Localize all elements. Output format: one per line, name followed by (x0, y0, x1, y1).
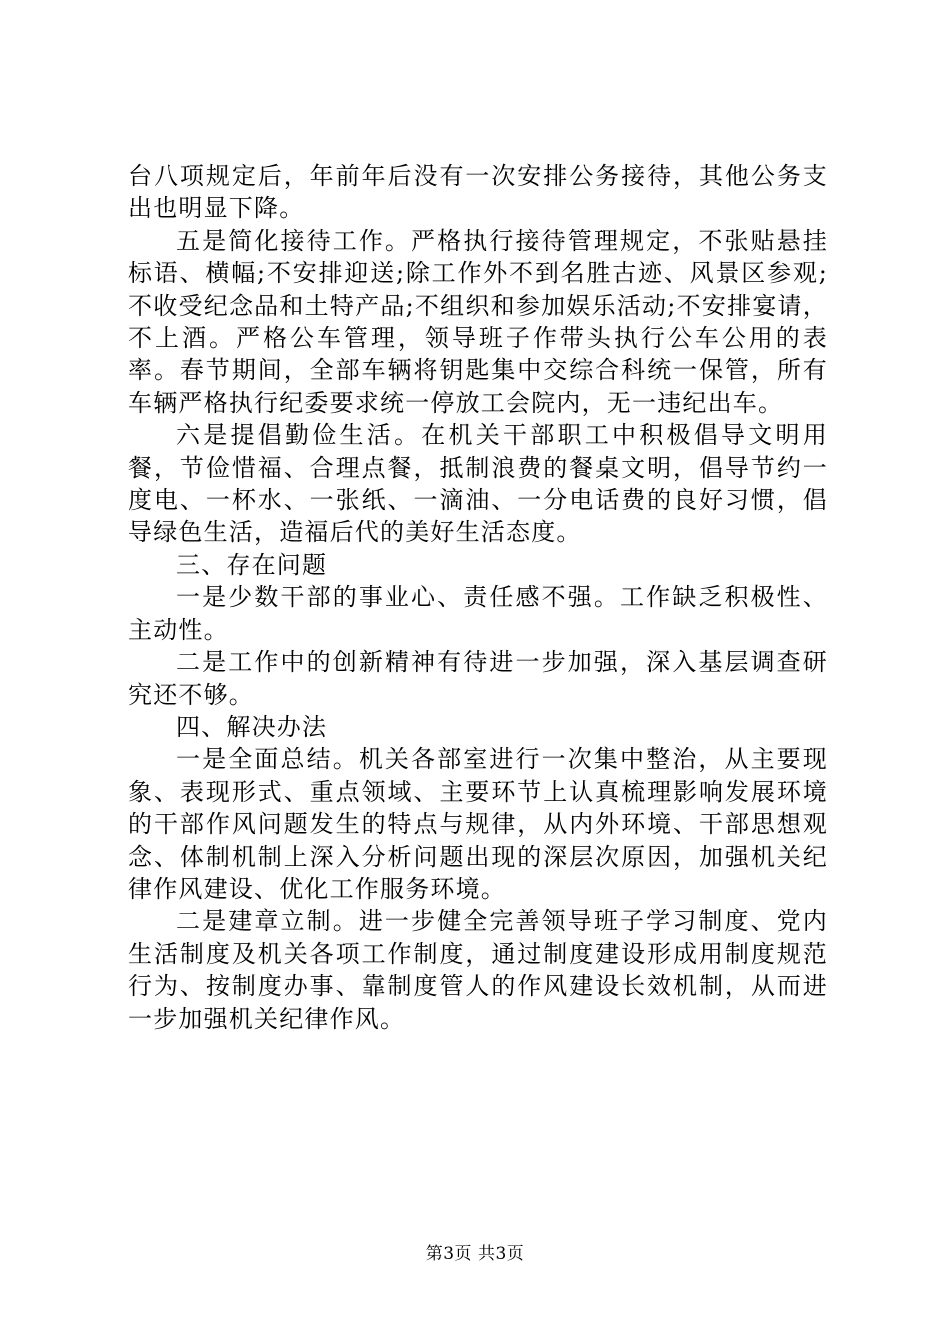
paragraph-problem-1: 一是少数干部的事业心、责任感不强。工作缺乏积极性、主动性。 (128, 583, 828, 644)
document-body (128, 160, 828, 1035)
page-footer (0, 1243, 950, 1265)
section-heading-solutions: 四、解决办法 (176, 712, 328, 741)
page-number-label: 第3页 共3页 (425, 1244, 525, 1264)
paragraph-solution-1: 一是全面总结。机关各部室进行一次集中整治，从主要现象、表现形式、重点领域、主要环节上认真梳理影响发展环境的干部作风问题发生的特点与规律，从内外环境、干部思想观念、体制机制上深入分析问题出现的深层次原因，加强机关纪律作风建设、优化工作服务环境。 (128, 745, 828, 903)
paragraph-item-5: 五是简化接待工作。严格执行接待管理规定，不张贴悬挂标语、横幅;不安排迎送;除工作外不到名胜古迹、风景区参观;不收受纪念品和土特产品;不组织和参加娱乐活动;不安排宴请，不上酒。严格公车管理，领导班子作带头执行公车公用的表率。春节期间，全部车辆将钥匙集中交综合科统一保管，所有车辆严格执行纪委要求统一停放工会院内，无一违纪出车。 (128, 226, 828, 417)
section-heading-problems: 三、存在问题 (176, 550, 328, 579)
paragraph-item-6: 六是提倡勤俭生活。在机关干部职工中积极倡导文明用餐，节俭惜福、合理点餐，抵制浪费的餐桌文明，倡导节约一度电、一杯水、一张纸、一滴油、一分电话费的良好习惯，倡导绿色生活，造福后代的美好生活态度。 (128, 421, 828, 547)
paragraph-continuation: 台八项规定后，年前年后没有一次安排公务接待，其他公务支出也明显下降。 (128, 162, 828, 223)
paragraph-solution-2: 二是建章立制。进一步健全完善领导班子学习制度、党内生活制度及机关各项工作制度，通过制度建设形成用制度规范行为、按制度办事、靠制度管人的作风建设长效机制，从而进一步加强机关纪律作风。 (128, 907, 828, 1033)
paragraph-problem-2: 二是工作中的创新精神有待进一步加强，深入基层调查研究还不够。 (128, 648, 828, 709)
